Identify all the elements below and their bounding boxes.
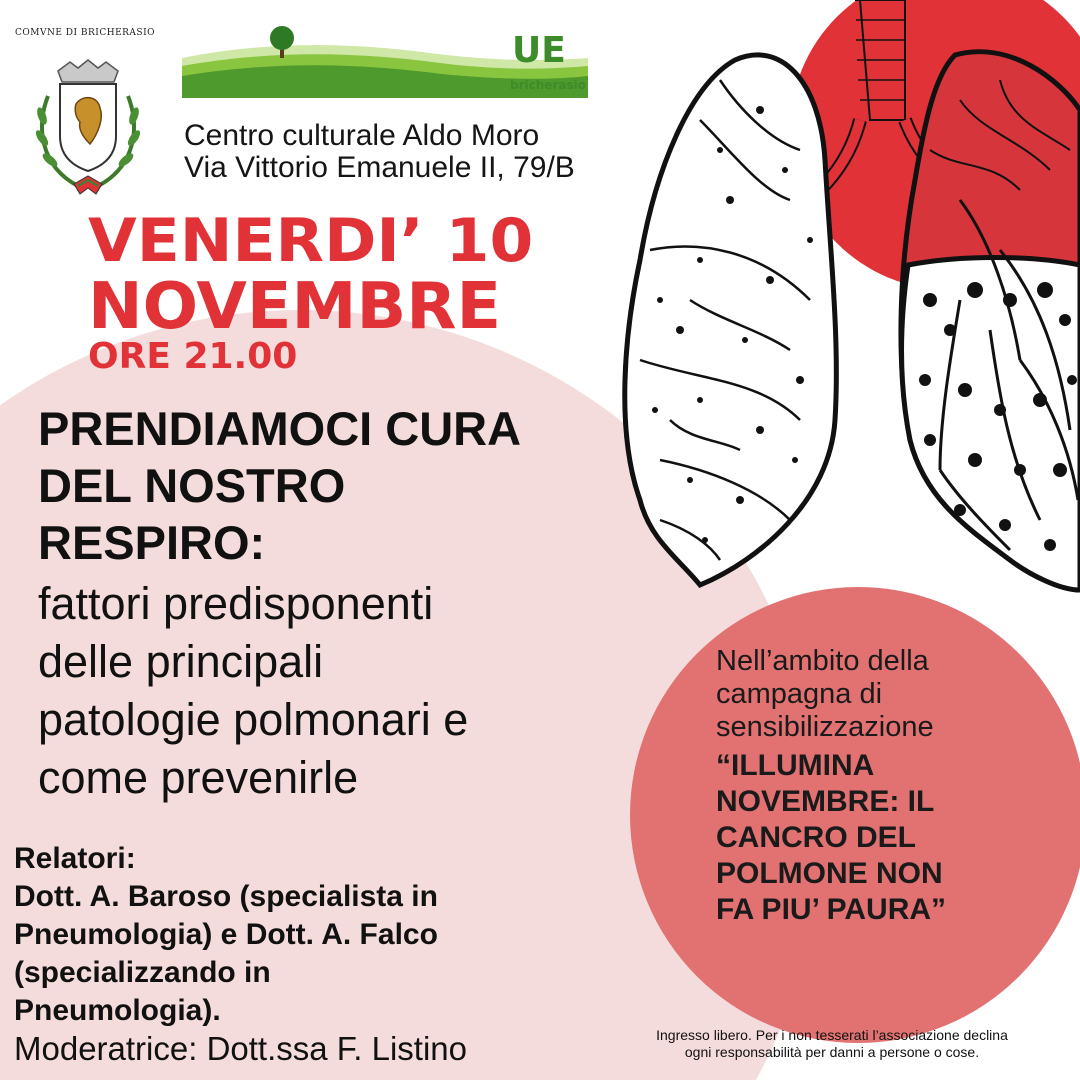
moderator: Moderatrice: Dott.ssa F. Listino [14, 1030, 468, 1067]
campaign-lead [716, 645, 1046, 744]
event-time: ORE 21.00 [88, 336, 298, 377]
bricherasio-logo-text: bricherasio [510, 78, 586, 92]
svg-text:UE: UE [512, 30, 566, 71]
slogan-line: NOVEMBRE: IL [716, 785, 935, 818]
subtitle-line: delle principali [38, 636, 324, 687]
subtitle-line: fattori predisponenti [38, 578, 434, 629]
speakers-line: Dott. A. Baroso (specialista in [14, 880, 438, 913]
title-line: RESPIRO: [38, 516, 266, 569]
speakers-section [14, 840, 594, 1068]
subtitle-line: come prevenirle [38, 752, 359, 803]
speakers-line: (specializzando in [14, 956, 271, 989]
subtitle-line: patologie polmonari e [38, 694, 469, 745]
slogan-line: “ILLUMINA [716, 749, 875, 782]
venue-address [184, 120, 575, 184]
speakers-line: Pneumologia). [14, 994, 221, 1027]
event-title [38, 400, 638, 807]
disclaimer [588, 1027, 1076, 1061]
campaign-lead-line: Nell’ambito della [716, 645, 929, 677]
crest-motto: COMVNE DI BRICHERASIO [14, 28, 156, 38]
venue-street: Via Vittorio Emanuele II, 79/B [184, 151, 575, 184]
title-line: PRENDIAMOCI CURA [38, 402, 522, 455]
campaign-lead-line: campagna di [716, 678, 883, 710]
event-month: NOVEMBRE [88, 270, 502, 344]
campaign-slogan [716, 748, 1046, 928]
title-line: DEL NOSTRO [38, 459, 346, 512]
campaign-info [716, 645, 1046, 928]
slogan-line: FA PIU’ PAURA” [716, 893, 947, 926]
event-date [88, 206, 534, 378]
event-day: VENERDI’ 10 [88, 206, 534, 276]
speakers-line: Pneumologia) e Dott. A. Falco [14, 918, 438, 951]
venue-name: Centro culturale Aldo Moro [184, 119, 540, 152]
municipality-crest [18, 26, 158, 201]
speakers-label: Relatori: [14, 842, 136, 875]
disclaimer-line: ogni responsabilità per danni a persone o cose. [684, 1044, 980, 1060]
slogan-line: CANCRO DEL [716, 821, 916, 854]
title-subtitle [38, 575, 638, 807]
title-main [38, 400, 638, 571]
campaign-lead-line: sensibilizzazione [716, 711, 934, 743]
slogan-line: POLMONE NON [716, 857, 943, 890]
disclaimer-line: Ingresso libero. Per i non tesserati l’associazione declina [656, 1027, 1008, 1043]
